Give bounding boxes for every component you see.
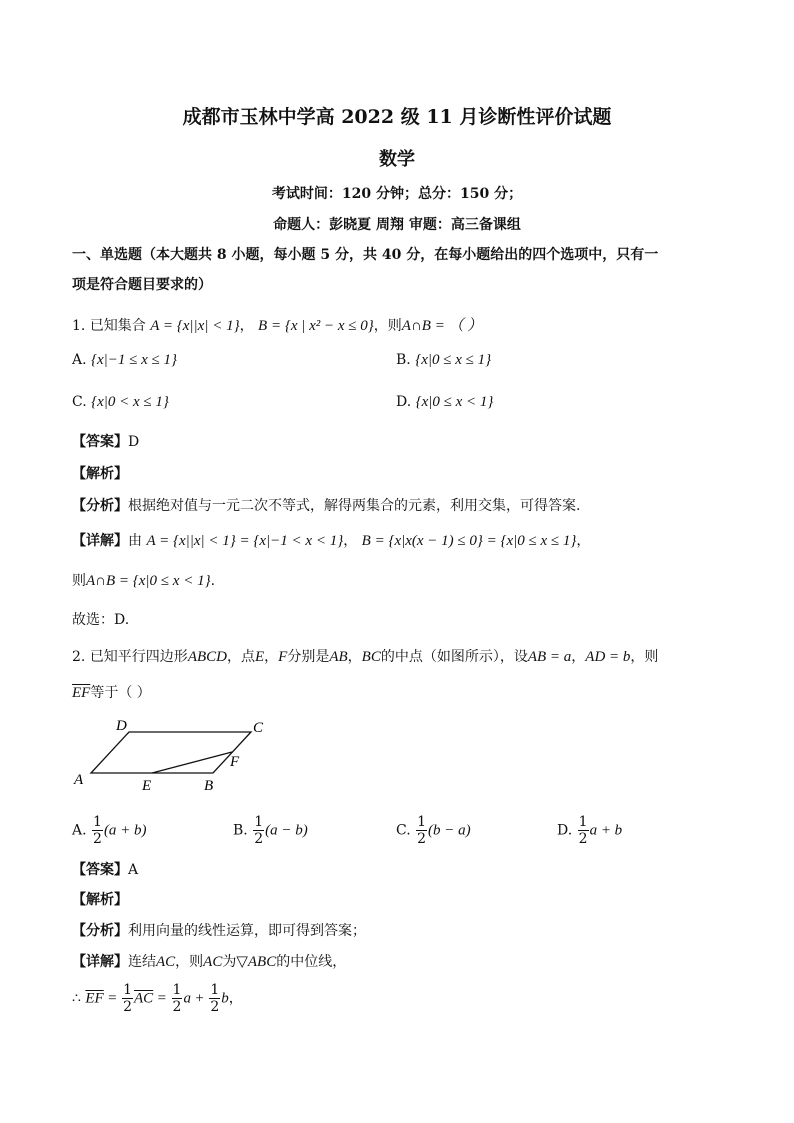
q1-choose: 故选：D.	[72, 612, 130, 628]
plus: +	[195, 990, 204, 1007]
q1-analysis-tag: 【解析】	[72, 466, 128, 482]
xiangjie-text: 为	[222, 954, 237, 970]
option-fraction: $\frac{1}{2}$	[93, 814, 102, 847]
answer-tag: 【答案】	[72, 862, 128, 878]
q2-stem-cont	[72, 682, 151, 702]
section-heading: 一、单选题（本大题共 8 小题，每小题 5 分，共 40 分，在每小题给出的四个选项中，只有一	[72, 247, 659, 263]
final-end: ，	[228, 990, 243, 1007]
xiangjie-tag: 【详解】	[72, 533, 128, 549]
option-fraction: $\frac{1}{2}$	[254, 814, 264, 847]
q2-text: ，	[571, 649, 586, 665]
q2-text: ，	[347, 649, 362, 665]
label-e: E	[142, 778, 152, 794]
option-label: A.	[72, 352, 87, 368]
q2-math: F	[278, 649, 288, 665]
subject-title: 数学	[379, 149, 415, 170]
xiangjie-text: ，则	[175, 954, 204, 970]
q2-text: ，则	[630, 649, 659, 665]
q2-vector-ab: AB = a	[527, 649, 572, 665]
option-text: {x|0 ≤ x < 1}	[415, 394, 494, 410]
q2-math: E	[254, 649, 265, 665]
fraction-half: $\frac{1}{2}$	[172, 982, 182, 1015]
q2-math: ABCD	[187, 649, 227, 665]
q2-answer	[72, 859, 138, 879]
q2-text: 分别是	[287, 649, 330, 665]
vector-ac: $\overline{AC}$	[134, 990, 154, 1007]
q2-option-a[interactable]	[72, 814, 147, 847]
q2-text: 等于（ ）	[90, 685, 151, 701]
exam-info: 考试时间：120 分钟；总分：150 分；	[271, 186, 523, 202]
q2-text: 的中点（如图所示），设	[380, 649, 528, 665]
q2-option-c[interactable]	[396, 814, 471, 847]
fraction-half: $\frac{1}{2}$	[123, 982, 132, 1015]
conclusion-end: .	[210, 573, 216, 589]
q1-conclusion	[72, 570, 215, 590]
q1-stem-prefix: 已知集合	[89, 318, 146, 334]
xiangjie-end: ，	[576, 533, 591, 549]
label-a: A	[74, 772, 84, 788]
xiangjie-text: 的中位线，	[276, 954, 347, 970]
xiangjie-math-a: A = {x||x| < 1} = {x|−1 < x < 1}	[146, 533, 344, 549]
q2-vector-ef: $\overline{EF}$	[72, 685, 91, 701]
parallelogram-shape	[91, 732, 251, 773]
xiangjie-math: AC	[203, 954, 223, 970]
q1-fenxi	[72, 495, 580, 515]
conclusion-math: A∩B = {x|0 ≤ x < 1}	[86, 573, 211, 589]
q2-fenxi	[72, 920, 366, 940]
q1-option-b[interactable]	[396, 352, 491, 369]
vector-a: a	[183, 990, 191, 1007]
xiangjie-text: 由	[128, 533, 142, 549]
q2-vector-ad: AD = b	[585, 649, 631, 665]
q1-option-c[interactable]	[72, 394, 169, 411]
fenxi-tag: 【分析】	[72, 498, 128, 514]
option-text: {x|0 < x ≤ 1}	[91, 394, 169, 410]
q1-xiangjie	[72, 530, 590, 550]
q1-option-a[interactable]	[72, 352, 177, 369]
vector-ef: $\overline{EF}$	[85, 990, 104, 1007]
q2-stem	[72, 646, 658, 666]
xiangjie-math: AC	[156, 954, 176, 970]
option-label: B.	[233, 822, 248, 839]
q1-set-b: B = {x | x² − x ≤ 0}	[258, 318, 374, 334]
q2-analysis-tag: 【解析】	[72, 892, 128, 908]
xiangjie-sep: ，	[343, 533, 358, 549]
q2-text: 已知平行四边形	[89, 649, 188, 665]
q2-number: 2.	[72, 649, 86, 665]
q1-stem-suffix: ，则	[373, 318, 402, 334]
q2-xiangjie	[72, 951, 346, 971]
option-expr: (a + b)	[103, 822, 147, 839]
q2-text: ，点	[226, 649, 255, 665]
option-fraction: $\frac{1}{2}$	[578, 814, 588, 847]
q1-ask: A∩B = （ ）	[401, 318, 483, 334]
parallelogram-figure	[70, 716, 280, 798]
answer-value: A	[128, 862, 139, 878]
q2-math: AB	[329, 649, 348, 665]
option-text: {x|0 ≤ x ≤ 1}	[415, 352, 492, 368]
q2-text: ，	[264, 649, 279, 665]
q2-option-d[interactable]	[557, 814, 622, 847]
q2-math: BC	[361, 649, 381, 665]
option-expr: (b − a)	[428, 822, 471, 839]
label-d: D	[116, 718, 127, 734]
fenxi-text: 根据绝对值与一元二次不等式，解得两集合的元素，利用交集，可得答案.	[128, 498, 581, 514]
q1-set-a: A = {x||x| < 1}	[150, 318, 240, 334]
vector-b: b	[221, 990, 229, 1007]
q1-number: 1.	[72, 318, 86, 334]
option-label: C.	[72, 394, 87, 410]
q1-stem	[72, 314, 482, 335]
xiangjie-math-b: B = {x|x(x − 1) ≤ 0} = {x|0 ≤ x ≤ 1}	[361, 533, 577, 549]
option-expr: a + b	[589, 822, 623, 839]
xiangjie-tag: 【详解】	[72, 954, 128, 970]
segment-ef	[152, 752, 232, 773]
exam-title: 成都市玉林中学高 2022 级 11 月诊断性评价试题	[182, 106, 612, 128]
answer-value: D	[128, 434, 140, 450]
xiangjie-text: 连结	[128, 954, 156, 970]
q2-final-equation	[72, 982, 243, 1015]
option-expr: (a − b)	[265, 822, 308, 839]
q1-option-d[interactable]	[396, 394, 493, 411]
option-label: C.	[396, 822, 411, 839]
q1-answer	[72, 431, 139, 451]
fraction-half: $\frac{1}{2}$	[210, 982, 220, 1015]
option-text: {x|−1 ≤ x ≤ 1}	[91, 352, 178, 368]
option-label: B.	[396, 352, 411, 368]
equals: =	[157, 990, 167, 1007]
section-heading-cont: 项是符合题目要求的）	[72, 277, 212, 293]
q2-option-b[interactable]	[233, 814, 308, 847]
option-label: A.	[72, 822, 87, 839]
q1-sep: ，	[239, 318, 254, 334]
label-b: B	[204, 778, 214, 794]
fenxi-tag: 【分析】	[72, 923, 128, 939]
option-fraction: $\frac{1}{2}$	[417, 814, 427, 847]
answer-tag: 【答案】	[72, 434, 128, 450]
xiangjie-math: ▽ABC	[236, 954, 277, 970]
conclusion-prefix: 则	[72, 573, 86, 589]
option-label: D.	[557, 822, 573, 839]
label-f: F	[230, 754, 240, 770]
label-c: C	[253, 720, 264, 736]
equals: =	[108, 990, 117, 1007]
fenxi-text: 利用向量的线性运算，即可得到答案；	[128, 923, 366, 939]
exam-authors: 命题人：彭晓夏 周翔 审题：高三备课组	[273, 217, 521, 233]
therefore-symbol: ∴	[72, 990, 81, 1007]
option-label: D.	[396, 394, 412, 410]
